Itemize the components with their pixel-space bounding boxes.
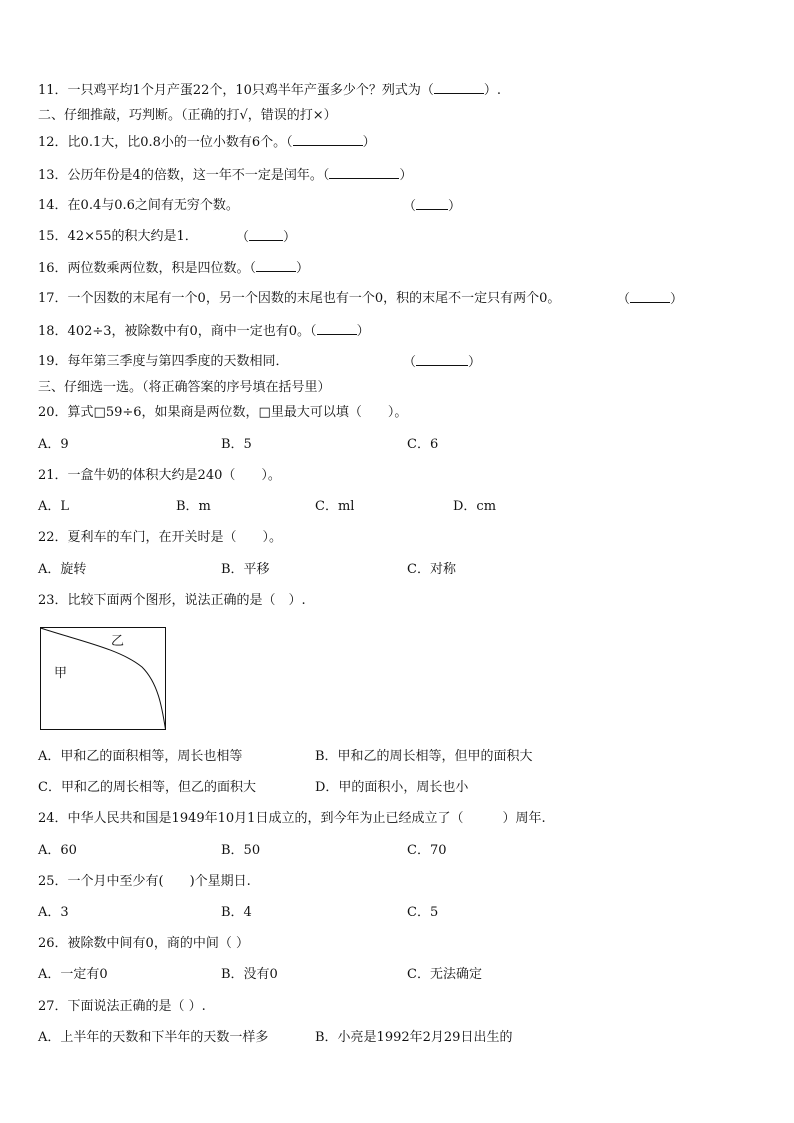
question-17-text: 17．一个因数的末尾有一个0，另一个因数的末尾也有一个0，积的末尾不一定只有两个0。	[38, 291, 561, 306]
question-22: 22．夏利车的车门，在开关时是（ ）。	[38, 530, 283, 545]
q20-option-a[interactable]: A．9	[38, 437, 69, 452]
q25-option-b[interactable]: B．4	[221, 905, 252, 920]
question-18-end: ）	[356, 324, 370, 339]
q21-option-b[interactable]: B．m	[176, 499, 211, 514]
question-19-text: 19．每年第三季度与第四季度的天数相同．	[38, 354, 289, 369]
section-3-heading: 三、仔细选一选。（将正确答案的序号填在括号里）	[38, 380, 331, 395]
figure-label-yi: 乙	[111, 634, 125, 649]
question-27: 27．下面说法正确的是（ ）.	[38, 999, 206, 1014]
q22-option-c[interactable]: C．对称	[407, 562, 456, 577]
q27-option-b[interactable]: B．小亮是1992年2月29日出生的	[315, 1030, 513, 1045]
q21-option-d[interactable]: D．cm	[453, 499, 497, 514]
question-24: 24．中华人民共和国是1949年10月1日成立的，到今年为止已经成立了（ ）周年.	[38, 811, 546, 826]
question-13	[38, 166, 412, 185]
question-11-end: ）.	[483, 83, 502, 98]
q21-option-a[interactable]: A．L	[38, 499, 70, 514]
question-18-text: 18．402÷3，被除数中有0，商中一定也有0。（	[38, 324, 317, 339]
q20-option-b[interactable]: B．5	[221, 437, 252, 452]
question-13-end: ）	[399, 168, 413, 183]
q22-option-a[interactable]: A．旋转	[38, 562, 87, 577]
q26-option-c[interactable]: C．无法确定	[407, 967, 482, 982]
question-15	[38, 228, 198, 246]
q21-option-c[interactable]: C．ml	[315, 499, 355, 514]
q23-option-d[interactable]: D．甲的面积小，周长也小	[315, 780, 469, 795]
question-16-text: 16．两位数乘两位数，积是四位数。（	[38, 261, 257, 276]
question-11-text: 11．一只鸡平均1个月产蛋22个，10只鸡半年产蛋多少个？列式为（	[38, 83, 434, 98]
question-19-answer: （ ）	[403, 355, 482, 370]
question-15-text: 15．42×55的积大约是1．	[38, 229, 198, 244]
q23-option-b[interactable]: B．甲和乙的周长相等，但甲的面积大	[315, 749, 533, 764]
answer-blank-15[interactable]	[249, 228, 283, 241]
question-26: 26．被除数中间有0，商的中间（ ）	[38, 936, 249, 951]
q25-option-c[interactable]: C．5	[407, 905, 439, 920]
question-12-text: 12．比0.1大，比0.8小的一位小数有6个。（	[38, 135, 293, 150]
q20-option-c[interactable]: C．6	[407, 437, 439, 452]
q25-option-a[interactable]: A．3	[38, 905, 69, 920]
q26-option-b[interactable]: B．没有0	[221, 967, 278, 982]
question-17-answer: （ ）	[617, 292, 684, 307]
question-14-text: 14．在0.4与0.6之间有无穷个数。	[38, 198, 239, 213]
answer-blank-18[interactable]	[317, 322, 357, 335]
q26-option-a[interactable]: A．一定有0	[38, 967, 108, 982]
q22-option-b[interactable]: B．平移	[221, 562, 270, 577]
question-19	[38, 353, 289, 371]
question-15-answer: （ ）	[236, 230, 297, 245]
q27-option-a[interactable]: A．上半年的天数和下半年的天数一样多	[38, 1030, 269, 1045]
question-25: 25．一个月中至少有( )个星期日.	[38, 874, 251, 889]
question-23: 23．比较下面两个图形，说法正确的是（ ）.	[38, 593, 306, 608]
question-17	[38, 290, 560, 308]
q23-option-c[interactable]: C．甲和乙的周长相等，但乙的面积大	[38, 780, 256, 795]
answer-blank-11[interactable]	[434, 81, 484, 94]
question-11	[38, 81, 501, 100]
section-2-heading: 二、仔细推敲，巧判断。（正确的打√，错误的打×）	[38, 108, 337, 123]
question-18	[38, 322, 370, 341]
answer-blank-14[interactable]	[416, 197, 448, 210]
answer-blank-19[interactable]	[416, 353, 468, 366]
question-13-text: 13．公历年份是4的倍数，这一年不一定是闰年。（	[38, 168, 330, 183]
q24-option-c[interactable]: C．70	[407, 843, 447, 858]
question-12	[38, 133, 376, 152]
figure-label-jia: 甲	[54, 666, 68, 681]
q23-option-a[interactable]: A．甲和乙的面积相等，周长也相等	[38, 749, 243, 764]
question-12-end: ）	[362, 135, 376, 150]
q24-option-b[interactable]: B．50	[221, 843, 261, 858]
question-14-answer: （ ）	[403, 199, 462, 214]
q24-option-a[interactable]: A．60	[38, 843, 77, 858]
question-16	[38, 259, 309, 278]
question-20: 20．算式□59÷6，如果商是两位数，□里最大可以填（ ）。	[38, 405, 408, 420]
answer-blank-17[interactable]	[630, 290, 670, 303]
answer-blank-13[interactable]	[329, 166, 399, 179]
shape-comparison-figure	[40, 627, 166, 730]
answer-blank-12[interactable]	[293, 133, 363, 146]
question-16-end: ）	[296, 261, 310, 276]
answer-blank-16[interactable]	[256, 259, 296, 272]
question-21: 21．一盒牛奶的体积大约是240（ ）。	[38, 468, 281, 483]
question-14	[38, 197, 239, 215]
